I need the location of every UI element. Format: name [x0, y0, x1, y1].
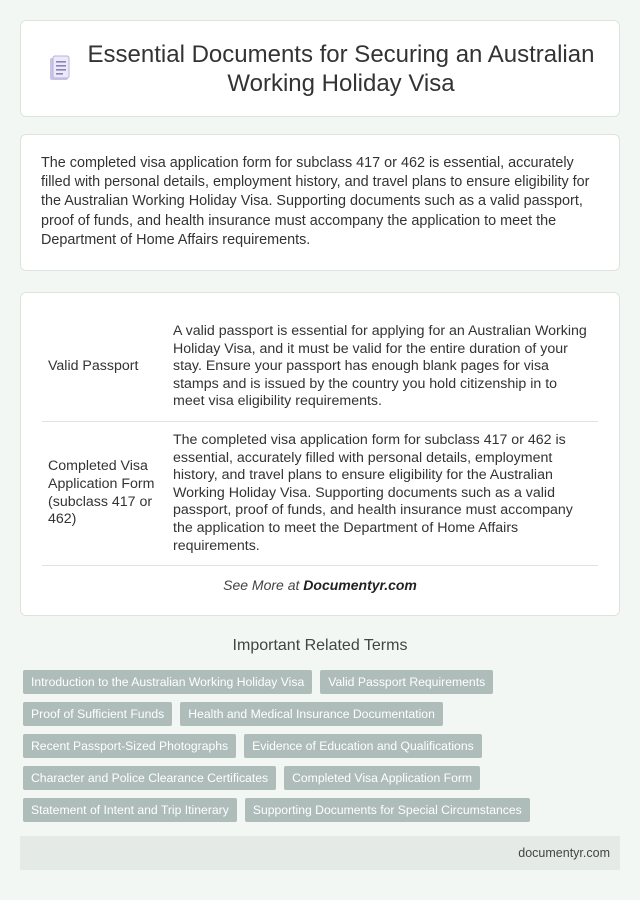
- related-term-tag[interactable]: Completed Visa Application Form: [284, 766, 480, 790]
- document-icon: [47, 54, 73, 84]
- table-row: [42, 421, 598, 565]
- table-row: [42, 313, 598, 421]
- intro-text: The completed visa application form for subclass 417 or 462 is essential, accurately filled with personal details, employment history, and travel plans to ensure eligibility for the Australian Working Holiday Visa. Supporting documents such as a valid passport, proof of funds, and health insurance must accompany the application to meet the Department of Home Affairs requirements.: [41, 155, 590, 248]
- related-term-tag[interactable]: Evidence of Education and Qualifications: [244, 734, 482, 758]
- term-cell: Valid Passport: [42, 313, 166, 421]
- page-title: Essential Documents for Securing an Australian Working Holiday Visa: [87, 40, 595, 97]
- header-card: [20, 20, 620, 117]
- related-term-tag[interactable]: Proof of Sufficient Funds: [23, 702, 172, 726]
- tag-row: [23, 670, 623, 694]
- footer: [20, 836, 620, 870]
- tag-row: [23, 766, 623, 790]
- documents-table: [42, 313, 598, 566]
- tag-row: [23, 734, 623, 758]
- related-term-tag[interactable]: Statement of Intent and Trip Itinerary: [23, 798, 237, 822]
- documents-table-card: [20, 292, 620, 616]
- related-term-tag[interactable]: Introduction to the Australian Working Holiday Visa: [23, 670, 312, 694]
- description-cell: A valid passport is essential for applying for an Australian Working Holiday Visa, and it must be valid for the entire duration of your stay. Ensure your passport has enough blank pages for visa stamps and is issued by the country you hold citizenship in to meet visa eligibility requirements.: [166, 313, 598, 421]
- related-term-tag[interactable]: Supporting Documents for Special Circumstances: [245, 798, 530, 822]
- description-cell: The completed visa application form for subclass 417 or 462 is essential, accurately filled with personal details, employment history, and travel plans to ensure eligibility for the Australian Working Holiday Visa. Supporting documents such as a valid passport, proof of funds, and health insurance must accompany the application to meet the Department of Home Affairs requirements.: [166, 421, 598, 565]
- intro-card: [20, 134, 620, 271]
- term-cell: Completed Visa Application Form (subclass 417 or 462): [42, 421, 166, 565]
- related-term-tag[interactable]: Health and Medical Insurance Documentation: [180, 702, 443, 726]
- related-term-tag[interactable]: Character and Police Clearance Certificates: [23, 766, 276, 790]
- see-more-site[interactable]: Documentyr.com: [303, 577, 417, 593]
- tag-row: [23, 798, 623, 822]
- related-terms-list: [23, 670, 623, 830]
- see-more-link[interactable]: [21, 577, 619, 593]
- related-term-tag[interactable]: Valid Passport Requirements: [320, 670, 493, 694]
- see-more-prefix: See More at: [223, 577, 304, 593]
- related-terms-heading: Important Related Terms: [232, 637, 408, 654]
- tag-row: [23, 702, 623, 726]
- related-term-tag[interactable]: Recent Passport-Sized Photographs: [23, 734, 236, 758]
- footer-site-link[interactable]: documentyr.com: [518, 846, 610, 860]
